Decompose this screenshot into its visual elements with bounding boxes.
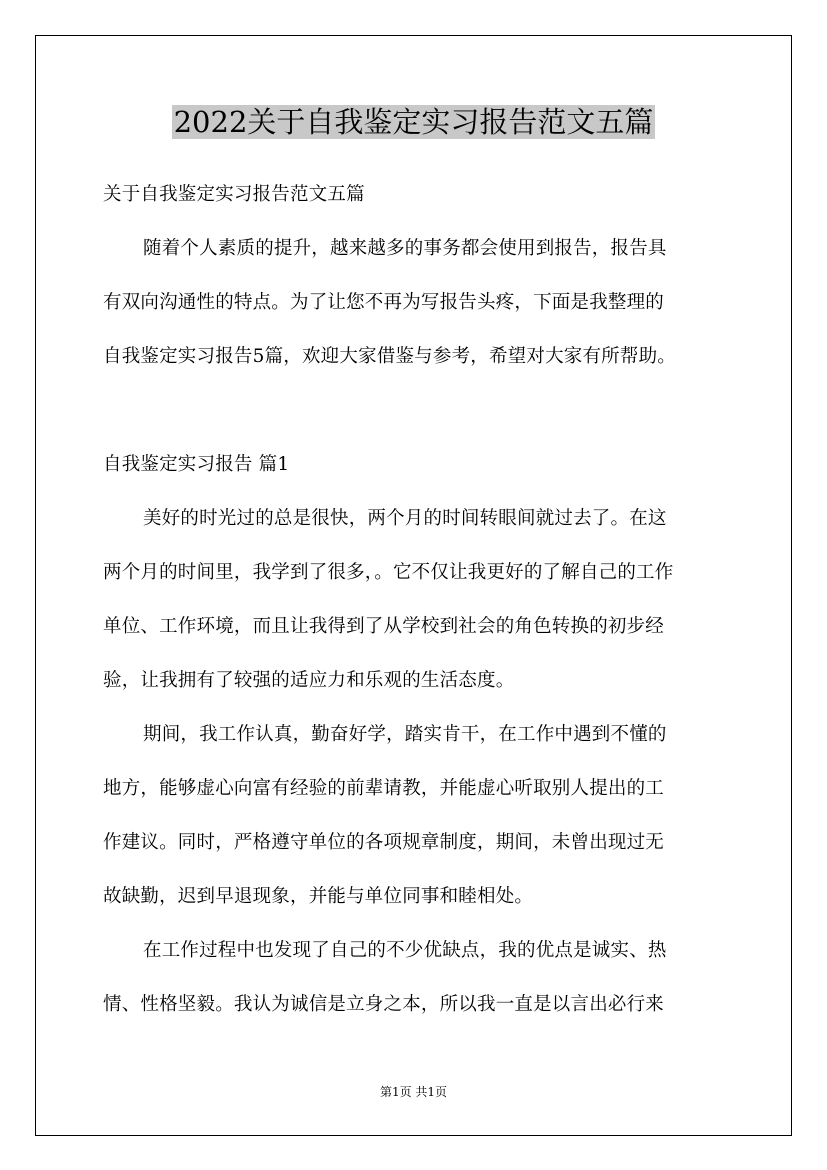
paragraph-line: 单位、工作环境，而且让我得到了从学校到社会的角色转换的初步经 — [103, 616, 665, 637]
section-heading: 自我鉴定实习报告 篇1 — [103, 454, 290, 475]
paragraph-line: 故缺勤，迟到早退现象，并能与单位同事和睦相处。 — [103, 886, 534, 907]
paragraph-line: 在工作过程中也发现了自己的不少优缺点，我的优点是诚实、热 — [143, 940, 667, 961]
paragraph-line: 作建议。同时，严格遵守单位的各项规章制度，期间，未曾出现过无 — [103, 832, 665, 853]
paragraph-line: 期间，我工作认真，勤奋好学，踏实肯干，在工作中遇到不懂的 — [143, 724, 667, 745]
document-title-text: 2022关于自我鉴定实习报告范文五篇 — [173, 105, 654, 139]
document-title — [0, 100, 827, 144]
paragraph-line: 地方，能够虚心向富有经验的前辈请教，并能虚心听取别人提出的工 — [103, 778, 665, 799]
paragraph-line: 情、性格坚毅。我认为诚信是立身之本，所以我一直是以言出必行来 — [103, 994, 665, 1015]
page-footer: 第1页 共1页 — [379, 1085, 448, 1099]
paragraph-line: 随着个人素质的提升，越来越多的事务都会使用到报告，报告具 — [143, 238, 667, 259]
paragraph-line: 美好的时光过的总是很快，两个月的时间转眼间就过去了。在这 — [143, 508, 667, 529]
paragraph-line: 自我鉴定实习报告5篇，欢迎大家借鉴与参考，希望对大家有所帮助。 — [103, 346, 676, 367]
paragraph-line: 有双向沟通性的特点。为了让您不再为写报告头疼，下面是我整理的 — [103, 292, 665, 313]
paragraph-line: 验，让我拥有了较强的适应力和乐观的生活态度。 — [103, 670, 515, 691]
subtitle-line: 关于自我鉴定实习报告范文五篇 — [103, 184, 365, 205]
paragraph-line: 两个月的时间里，我学到了很多，。它不仅让我更好的了解自己的工作 — [103, 562, 674, 583]
